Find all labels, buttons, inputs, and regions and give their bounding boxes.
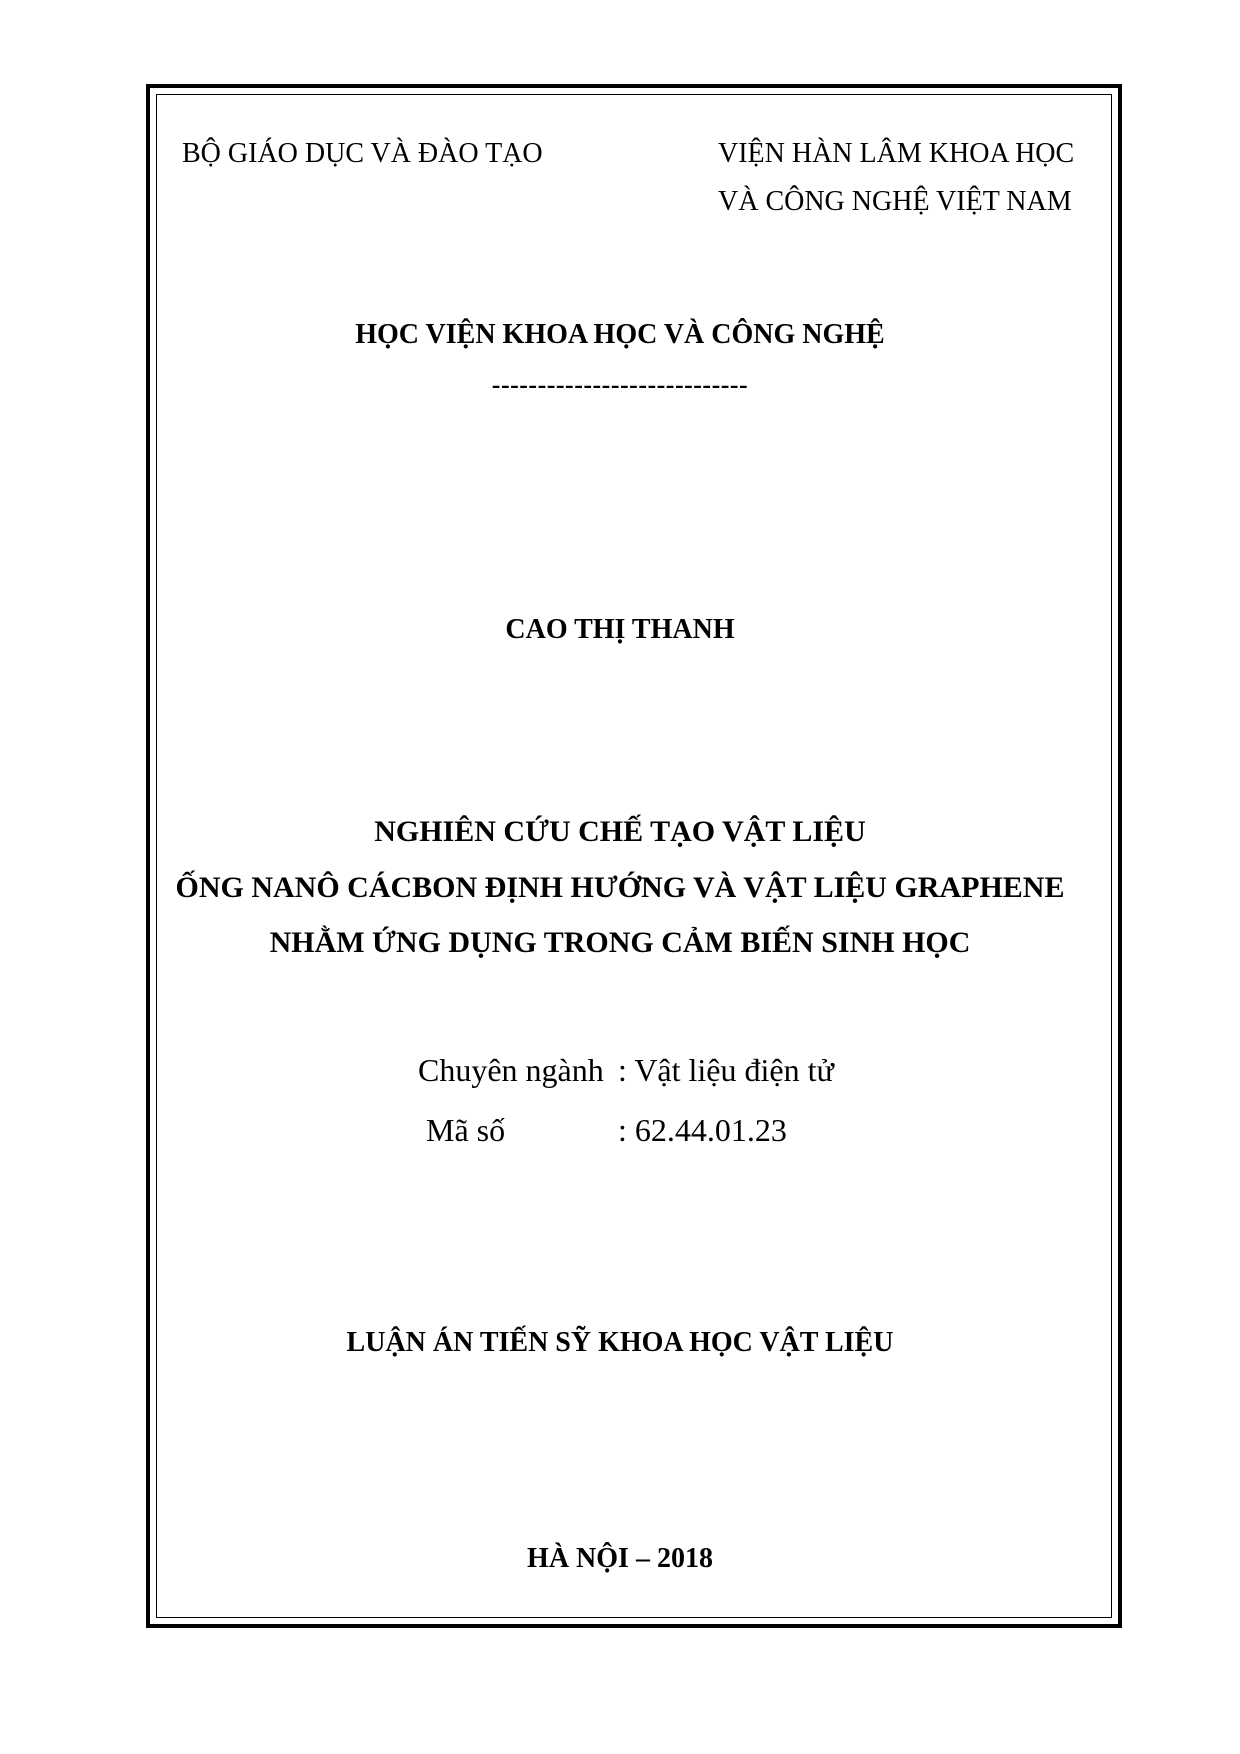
thesis-title-line1: NGHIÊN CỨU CHẾ TẠO VẬT LIỆU <box>374 815 866 848</box>
specialization-value: : Vật liệu điện tử <box>618 1052 834 1088</box>
author-name: CAO THỊ THANH <box>505 614 735 645</box>
separator-line: ---------------------------- <box>491 370 749 399</box>
specialization-label: Chuyên ngành <box>418 1052 604 1088</box>
code-value: : 62.44.01.23 <box>618 1112 787 1148</box>
ministry-name: BỘ GIÁO DỤC VÀ ĐÀO TẠO <box>182 138 543 169</box>
thesis-title-line3: NHẰM ỨNG DỤNG TRONG CẢM BIẾN SINH HỌC <box>269 926 971 959</box>
code-label: Mã số <box>426 1112 506 1148</box>
degree-title: LUẬN ÁN TIẾN SỸ KHOA HỌC VẬT LIỆU <box>346 1327 894 1358</box>
place-and-year: HÀ NỘI – 2018 <box>527 1543 713 1574</box>
thesis-title-line2: ỐNG NANÔ CÁCBON ĐỊNH HƯỚNG VÀ VẬT LIỆU GRAPHENE <box>175 871 1065 904</box>
academy-name-line2: VÀ CÔNG NGHỆ VIỆT NAM <box>718 186 1072 217</box>
academy-name-line1: VIỆN HÀN LÂM KHOA HỌC <box>718 138 1075 169</box>
institution-name: HỌC VIỆN KHOA HỌC VÀ CÔNG NGHỆ <box>355 319 885 350</box>
